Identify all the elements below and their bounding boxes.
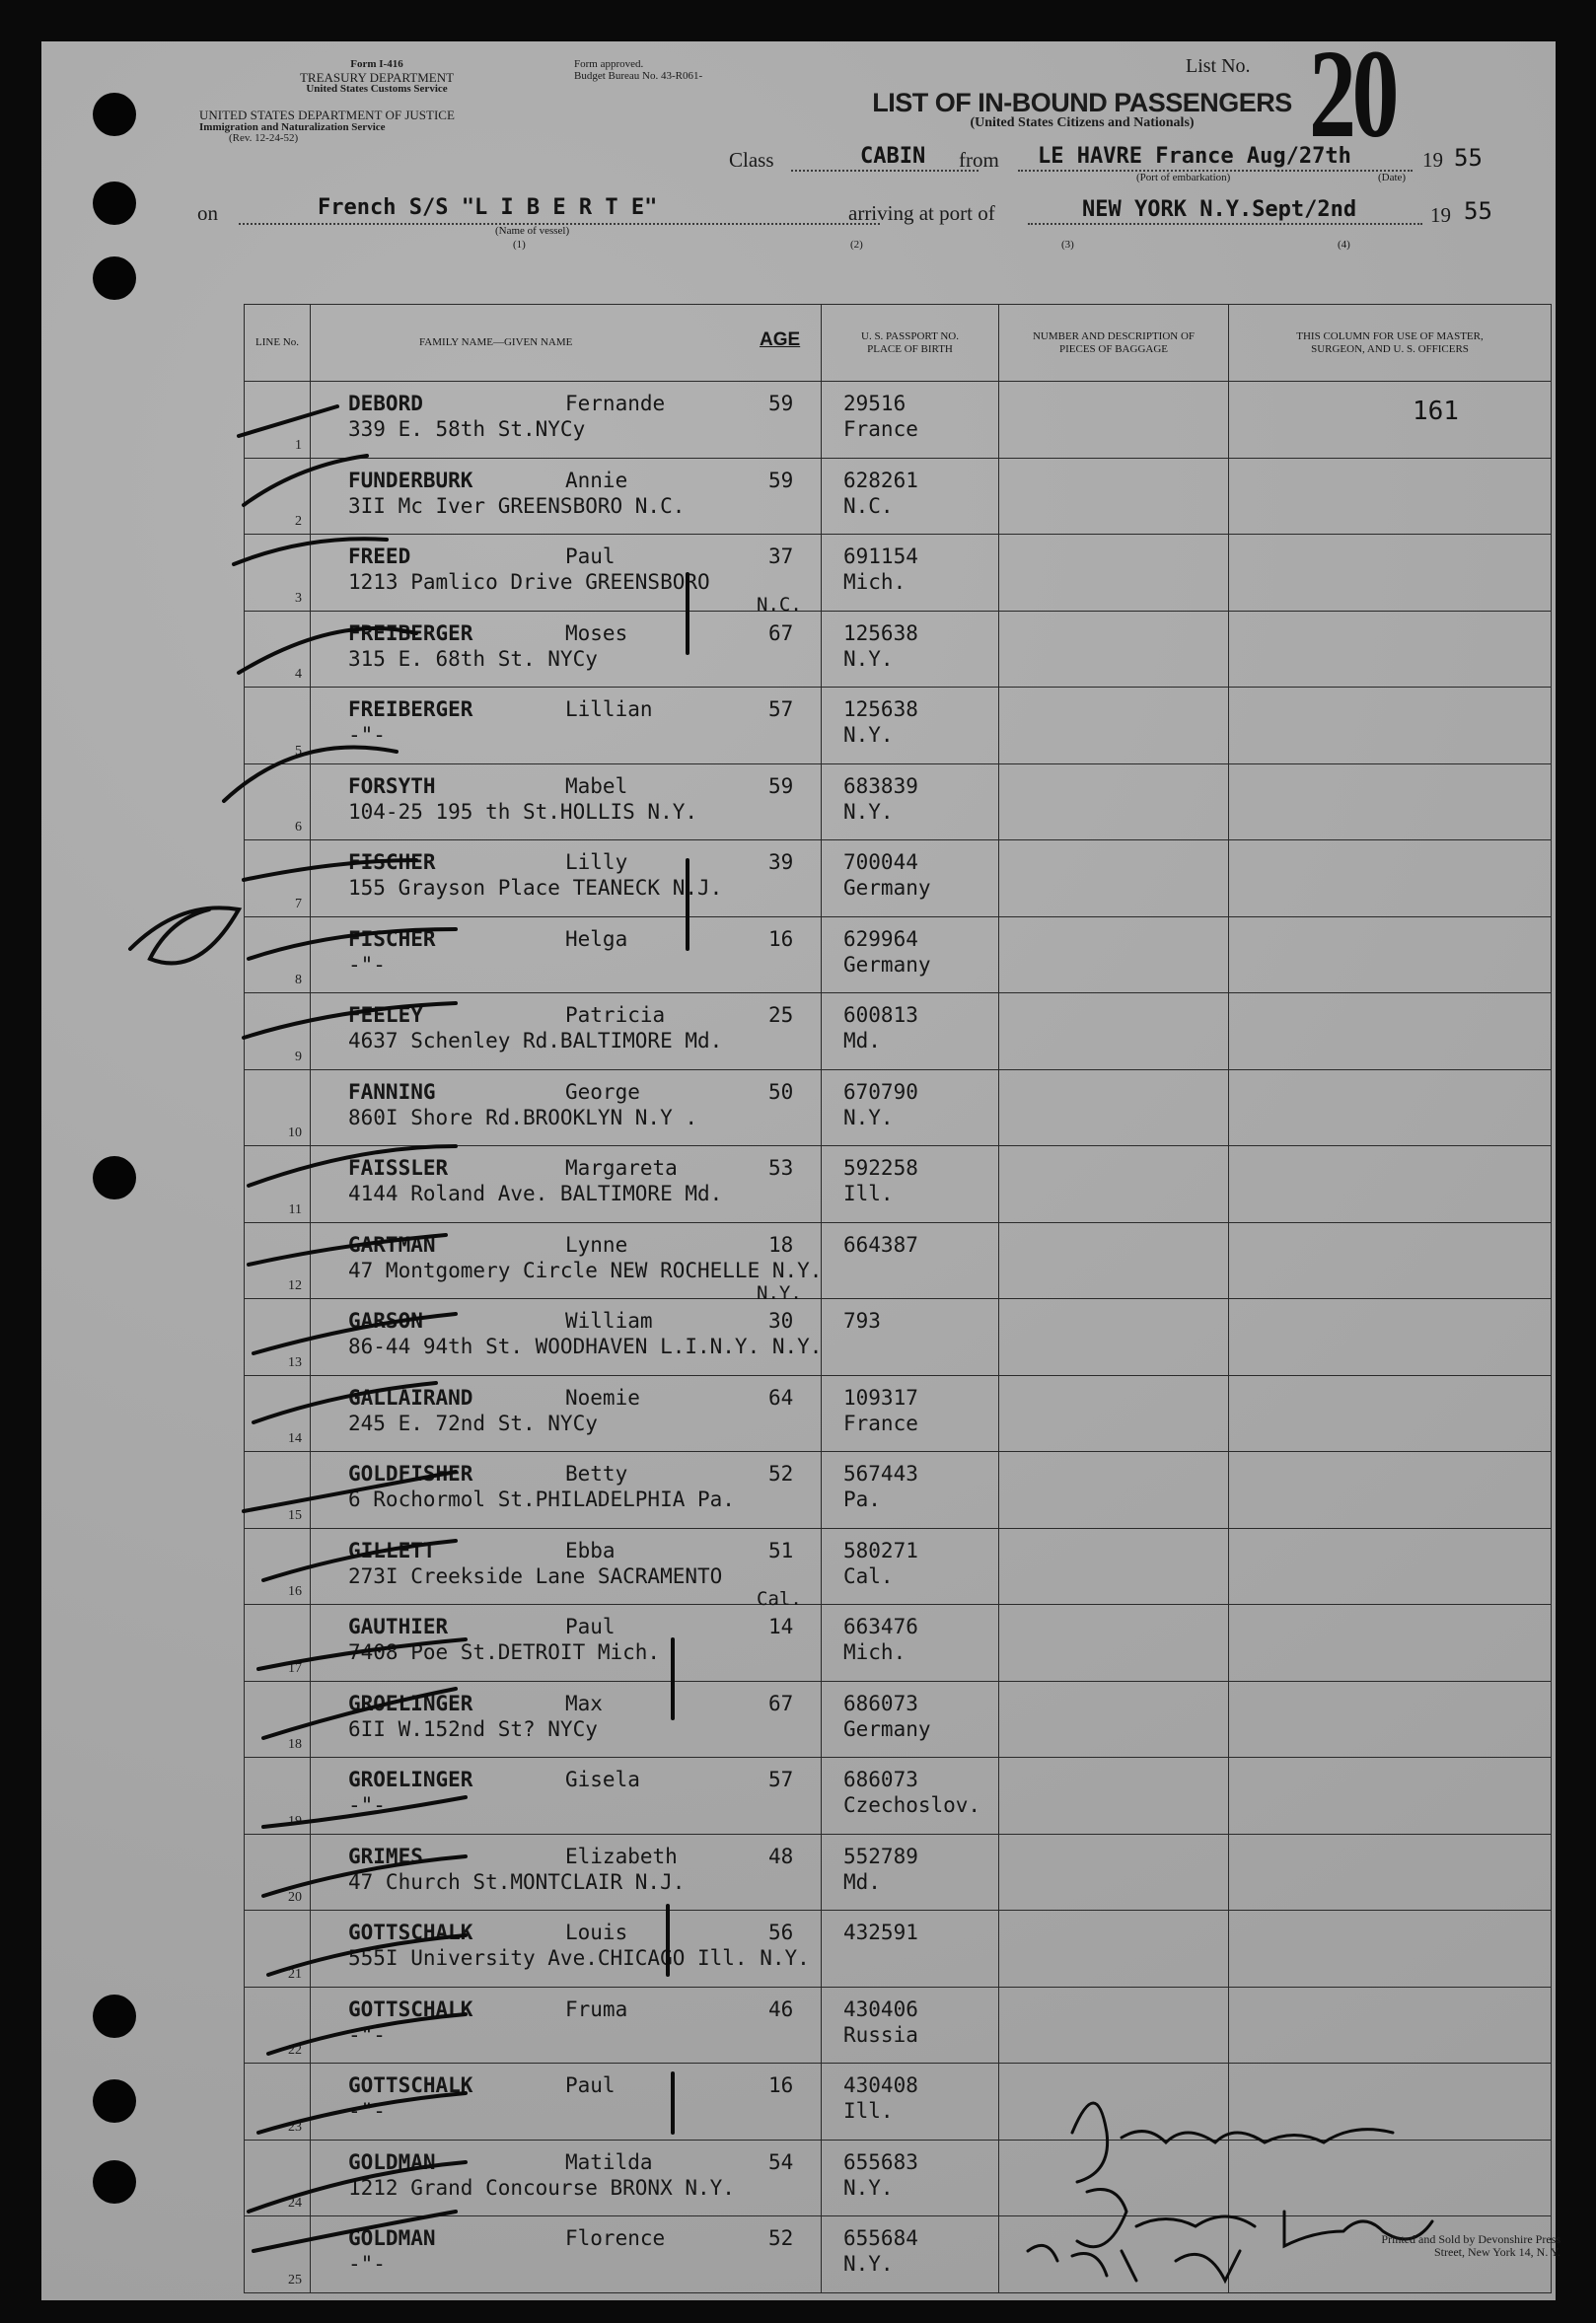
age-value: 18: [768, 1232, 794, 1257]
given-name: Gisela: [565, 1768, 640, 1791]
family-name: GAUTHIER: [348, 1615, 449, 1638]
family-name: GARSON: [348, 1309, 423, 1333]
family-name: GARTMAN: [348, 1232, 436, 1257]
place-of-birth: Md.: [843, 1029, 881, 1053]
margin-note: 161: [1413, 397, 1459, 426]
address-continued: N.Y.: [757, 1281, 802, 1304]
passport-number: 552789: [843, 1844, 918, 1868]
given-name: Betty: [565, 1462, 628, 1486]
place-of-birth: Germany: [843, 952, 931, 977]
passport-number: 670790: [843, 1079, 918, 1104]
year-label-1: 19: [1422, 148, 1443, 172]
passport-number: 683839: [843, 773, 918, 798]
passport-number: 29516: [843, 392, 907, 415]
age-value: 57: [768, 1768, 794, 1791]
inspector-signature: [1072, 2103, 1393, 2182]
given-name: Lynne: [565, 1232, 628, 1257]
address-continued: N.C.: [757, 594, 802, 616]
age-value: 48: [768, 1844, 794, 1868]
family-name: GALLAIRAND: [348, 1385, 473, 1410]
passport-number: 700044: [843, 850, 918, 874]
family-name: FISCHER: [348, 926, 436, 951]
age-value: 59: [768, 773, 794, 798]
address: -"-: [348, 723, 386, 747]
line-number: 18: [288, 1737, 302, 1752]
given-name: Margareta: [565, 1156, 678, 1180]
from-label: from: [959, 148, 999, 172]
line-number: 20: [288, 1890, 302, 1905]
age-value: 37: [768, 544, 794, 568]
line-number: 8: [295, 973, 302, 987]
arriving-label: arriving at port of: [848, 201, 995, 225]
family-name: GOTTSCHALK: [348, 2073, 473, 2097]
family-name: GOLDMAN: [348, 2226, 436, 2250]
place-of-birth: Mich.: [843, 1640, 907, 1664]
place-of-birth: Germany: [843, 876, 931, 900]
checkmark-strike: [244, 1383, 456, 1511]
passport-number: 793: [843, 1309, 881, 1333]
address: 47 Church St.MONTCLAIR N.J.: [348, 1869, 686, 1894]
place-of-birth: N.Y.: [843, 646, 894, 671]
address: 6 Rochormol St.PHILADELPHIA Pa.: [348, 1488, 735, 1511]
line-number: 13: [288, 1354, 302, 1370]
date-caption: (Date): [1378, 172, 1407, 183]
age-value: 14: [768, 1615, 794, 1638]
line-number: 16: [288, 1584, 302, 1599]
age-value: 64: [768, 1385, 794, 1410]
manifest-page: [41, 24, 1560, 2300]
checkmark-strike: [224, 628, 416, 801]
given-name: Lillian: [565, 697, 653, 721]
justice-dept: UNITED STATES DEPARTMENT OF JUSTICE: [199, 108, 455, 122]
line-number: 1: [295, 437, 302, 453]
given-name: Paul: [565, 544, 616, 568]
place-of-birth: Mich.: [843, 570, 907, 594]
age-value: 16: [768, 926, 794, 951]
family-name: FEELEY: [348, 1003, 423, 1027]
address: 3II Mc Iver GREENSBORO N.C.: [348, 493, 686, 518]
address: 555I University Ave.CHICAGO Ill. N.Y.: [348, 1946, 810, 1970]
age-value: 59: [768, 468, 794, 492]
address: -"-: [348, 952, 386, 977]
family-name: FANNING: [348, 1079, 436, 1104]
line-number: 21: [288, 1966, 302, 1982]
handwriting-overlay: [41, 41, 1556, 2300]
family-name: FUNDERBURK: [348, 468, 473, 492]
address: 104-25 195 th St.HOLLIS N.Y.: [348, 799, 698, 824]
line-number: 2: [295, 514, 302, 529]
age-value: 52: [768, 1462, 794, 1486]
place-of-birth: N.Y.: [843, 2175, 894, 2200]
year-label-2: 19: [1430, 203, 1451, 227]
age-value: 16: [768, 2073, 794, 2097]
year-value-1: 55: [1454, 144, 1483, 172]
inspector-notation: [1028, 2245, 1240, 2281]
address-continued: Cal.: [757, 1587, 802, 1610]
place-of-birth: N.Y.: [843, 799, 894, 824]
vessel-value: French S/S "L I B E R T E": [318, 195, 658, 220]
passport-number: 592258: [843, 1156, 918, 1180]
age-value: 56: [768, 1921, 794, 1944]
passport-number: 686073: [843, 1768, 918, 1791]
passport-number: 655683: [843, 2149, 918, 2174]
place-of-birth: France: [843, 417, 918, 441]
header-baggage: NUMBER AND DESCRIPTION OF PIECES OF BAGGAGE: [999, 305, 1229, 382]
age-value: 67: [768, 620, 794, 645]
passport-number: 580271: [843, 1538, 918, 1562]
checkmark-strike: [263, 1689, 466, 1827]
age-value: 39: [768, 850, 794, 874]
given-name: George: [565, 1079, 640, 1104]
passport-number: 664387: [843, 1232, 918, 1257]
age-value: 54: [768, 2149, 794, 2174]
address: -"-: [348, 1793, 386, 1817]
line-number: 7: [295, 896, 302, 911]
family-name: FREED: [348, 544, 411, 568]
passport-number: 125638: [843, 697, 918, 721]
age-value: 51: [768, 1538, 794, 1562]
address: -"-: [348, 2252, 386, 2276]
passport-number: 109317: [843, 1385, 918, 1410]
address: 6II W.152nd St? NYCy: [348, 1716, 598, 1741]
checkmark-strike: [263, 1856, 466, 1975]
form-id: Form I-416: [350, 58, 403, 70]
passport-number: 125638: [843, 620, 918, 645]
passport-number: 628261: [843, 468, 918, 492]
family-name: DEBORD: [348, 392, 423, 415]
line-number: 9: [295, 1049, 302, 1064]
family-name: FREIBERGER: [348, 620, 473, 645]
checkmark-strike: [249, 1232, 456, 1353]
col-num-3: (3): [1061, 239, 1074, 251]
given-name: Louis: [565, 1921, 628, 1944]
vertical-tally: [668, 574, 688, 2133]
line-number: 14: [288, 1431, 302, 1446]
line-number: 24: [288, 2196, 302, 2211]
address: 47 Montgomery Circle NEW ROCHELLE N.Y.: [348, 1258, 823, 1282]
passport-number: 567443: [843, 1462, 918, 1486]
place-of-birth: Ill.: [843, 2099, 894, 2123]
given-name: Patricia: [565, 1003, 666, 1027]
address: 1212 Grand Concourse BRONX N.Y.: [348, 2175, 735, 2200]
header-passport: U. S. PASSPORT NO. PLACE OF BIRTH: [822, 305, 999, 382]
place-of-birth: N.Y.: [843, 2252, 894, 2276]
given-name: Max: [565, 1691, 603, 1715]
age-value: 67: [768, 1691, 794, 1715]
age-value: 25: [768, 1003, 794, 1027]
given-name: Mabel: [565, 773, 628, 798]
given-name: Paul: [565, 1615, 616, 1638]
page-subtitle: (United States Citizens and Nationals): [970, 115, 1195, 131]
place-of-birth: N.Y.: [843, 723, 894, 747]
line-number: 5: [295, 743, 302, 759]
line-number: 10: [288, 1125, 302, 1140]
passport-number: 691154: [843, 544, 918, 568]
line-number: 11: [288, 1201, 302, 1217]
family-name: GOLDFISHER: [348, 1462, 473, 1486]
family-name: FISCHER: [348, 850, 436, 874]
family-name: FORSYTH: [348, 773, 436, 798]
list-number: 20: [1309, 24, 1395, 164]
printer-line-1: Printed and Sold by Devonshire Press: [1381, 2232, 1560, 2246]
address: 7408 Poe St.DETROIT Mich.: [348, 1640, 661, 1664]
family-name: GROELINGER: [348, 1691, 473, 1715]
year-value-2: 55: [1464, 197, 1492, 225]
col-num-2: (2): [850, 239, 863, 251]
checkmark-strike: [258, 1538, 466, 1669]
passport-number: 686073: [843, 1691, 918, 1715]
address: 4144 Roland Ave. BALTIMORE Md.: [348, 1182, 723, 1205]
family-name: GROELINGER: [348, 1768, 473, 1791]
address: 86-44 94th St. WOODHAVEN L.I.N.Y. N.Y.: [348, 1335, 823, 1358]
place-of-birth: Md.: [843, 1869, 881, 1894]
line-number: 12: [288, 1278, 302, 1293]
given-name: Florence: [565, 2226, 666, 2250]
line-number: 22: [288, 2043, 302, 2058]
place-of-birth: France: [843, 1411, 918, 1435]
family-name: GRIMES: [348, 1844, 423, 1868]
header-line: LINE No.: [245, 305, 311, 382]
given-name: Lilly: [565, 850, 628, 874]
given-name: Paul: [565, 2073, 616, 2097]
line-number: 15: [288, 1507, 302, 1523]
line-number: 4: [295, 667, 302, 682]
printer-imprint: [1235, 2233, 1560, 2259]
given-name: Ebba: [565, 1538, 616, 1562]
place-of-birth: Pa.: [843, 1488, 881, 1511]
line-number: 6: [295, 820, 302, 835]
address: 155 Grayson Place TEANECK N.J.: [348, 876, 723, 900]
embark-value: LE HAVRE France Aug/27th: [1038, 144, 1351, 169]
on-label: on: [197, 201, 218, 225]
family-name: GOLDMAN: [348, 2149, 436, 2174]
revision: (Rev. 12-24-52): [229, 132, 299, 145]
family-name: GOTTSCHALK: [348, 1921, 473, 1944]
line-number: 25: [288, 2272, 302, 2287]
checkmark-strike: [258, 2014, 466, 2133]
checkmark-strike: [130, 907, 239, 963]
age-value: 46: [768, 1996, 794, 2021]
given-name: Annie: [565, 468, 628, 492]
place-of-birth: N.C.: [843, 493, 894, 518]
class-label: Class: [729, 148, 774, 172]
family-name: FAISSLER: [348, 1156, 449, 1180]
vessel-caption: (Name of vessel): [495, 225, 570, 237]
age-value: 30: [768, 1309, 794, 1333]
given-name: Moses: [565, 620, 628, 645]
passport-number: 655684: [843, 2226, 918, 2250]
checkmark-strike: [249, 2162, 466, 2251]
place-of-birth: Cal.: [843, 1563, 894, 1588]
ins-service: Immigration and Naturalization Service: [199, 120, 386, 133]
line-number: 3: [295, 590, 302, 606]
checkmark-strike: [234, 406, 387, 564]
place-of-birth: Russia: [843, 2022, 918, 2047]
age-value: 52: [768, 2226, 794, 2250]
class-value: CABIN: [860, 144, 926, 169]
given-name: Helga: [565, 926, 628, 951]
passport-number: 430408: [843, 2073, 918, 2097]
given-name: Matilda: [565, 2149, 653, 2174]
customs-service: United States Customs Service: [306, 83, 448, 96]
place-of-birth: Germany: [843, 1716, 931, 1741]
line-number: 17: [288, 1660, 302, 1676]
budget-bureau: Budget Bureau No. 43-R061-: [574, 69, 703, 82]
passport-number: 600813: [843, 1003, 918, 1027]
treasury-dept: TREASURY DEPARTMENT: [299, 69, 455, 85]
age-value: 59: [768, 392, 794, 415]
passport-number: 430406: [843, 1996, 918, 2021]
address: 315 E. 68th St. NYCy: [348, 646, 598, 671]
family-name: GOTTSCHALK: [348, 1996, 473, 2021]
col-num-1: (1): [513, 239, 526, 251]
address: 245 E. 72nd St. NYCy: [348, 1411, 598, 1435]
header-officers: THIS COLUMN FOR USE OF MASTER, SURGEON, AND U. S. OFFICERS: [1229, 305, 1552, 382]
embark-caption: (Port of embarkation): [1136, 172, 1231, 183]
address: -"-: [348, 2099, 386, 2123]
header-age: AGE: [760, 329, 801, 350]
list-no-label: List No.: [1186, 55, 1251, 77]
line-number: 23: [288, 2119, 302, 2135]
header-name-label: FAMILY NAME—GIVEN NAME: [419, 336, 573, 348]
given-name: Fernande: [565, 392, 666, 415]
checkmark-strike: [244, 1003, 456, 1186]
address: 4637 Schenley Rd.BALTIMORE Md.: [348, 1029, 723, 1053]
line-number: 19: [288, 1813, 302, 1829]
address: 339 E. 58th St.NYCy: [348, 417, 586, 441]
address: -"-: [348, 2022, 386, 2047]
checkmark-strike: [244, 860, 456, 959]
passport-number: 663476: [843, 1615, 918, 1638]
age-value: 50: [768, 1079, 794, 1104]
address: 273I Creekside Lane SACRAMENTO: [348, 1563, 723, 1588]
place-of-birth: Ill.: [843, 1182, 894, 1205]
arrival-value: NEW YORK N.Y.Sept/2nd: [1082, 197, 1357, 222]
given-name: Elizabeth: [565, 1844, 678, 1868]
age-value: 53: [768, 1156, 794, 1180]
address: 1213 Pamlico Drive GREENSBORO: [348, 570, 710, 594]
passport-number: 629964: [843, 926, 918, 951]
given-name: Noemie: [565, 1385, 640, 1410]
family-name: GILLETT: [348, 1538, 436, 1562]
given-name: Fruma: [565, 1996, 628, 2021]
col-num-4: (4): [1338, 239, 1350, 251]
place-of-birth: N.Y.: [843, 1105, 894, 1129]
given-name: William: [565, 1309, 653, 1333]
family-name: FREIBERGER: [348, 697, 473, 721]
page-title: LIST OF IN-BOUND PASSENGERS: [872, 88, 1292, 117]
place-of-birth: Czechoslov.: [843, 1793, 981, 1817]
age-value: 57: [768, 697, 794, 721]
passport-number: 432591: [843, 1921, 918, 1944]
address: 860I Shore Rd.BROOKLYN N.Y .: [348, 1105, 698, 1129]
form-approved: Form approved.: [574, 58, 644, 70]
printer-line-2: Street, New York 14, N. Y.: [1433, 2245, 1560, 2260]
